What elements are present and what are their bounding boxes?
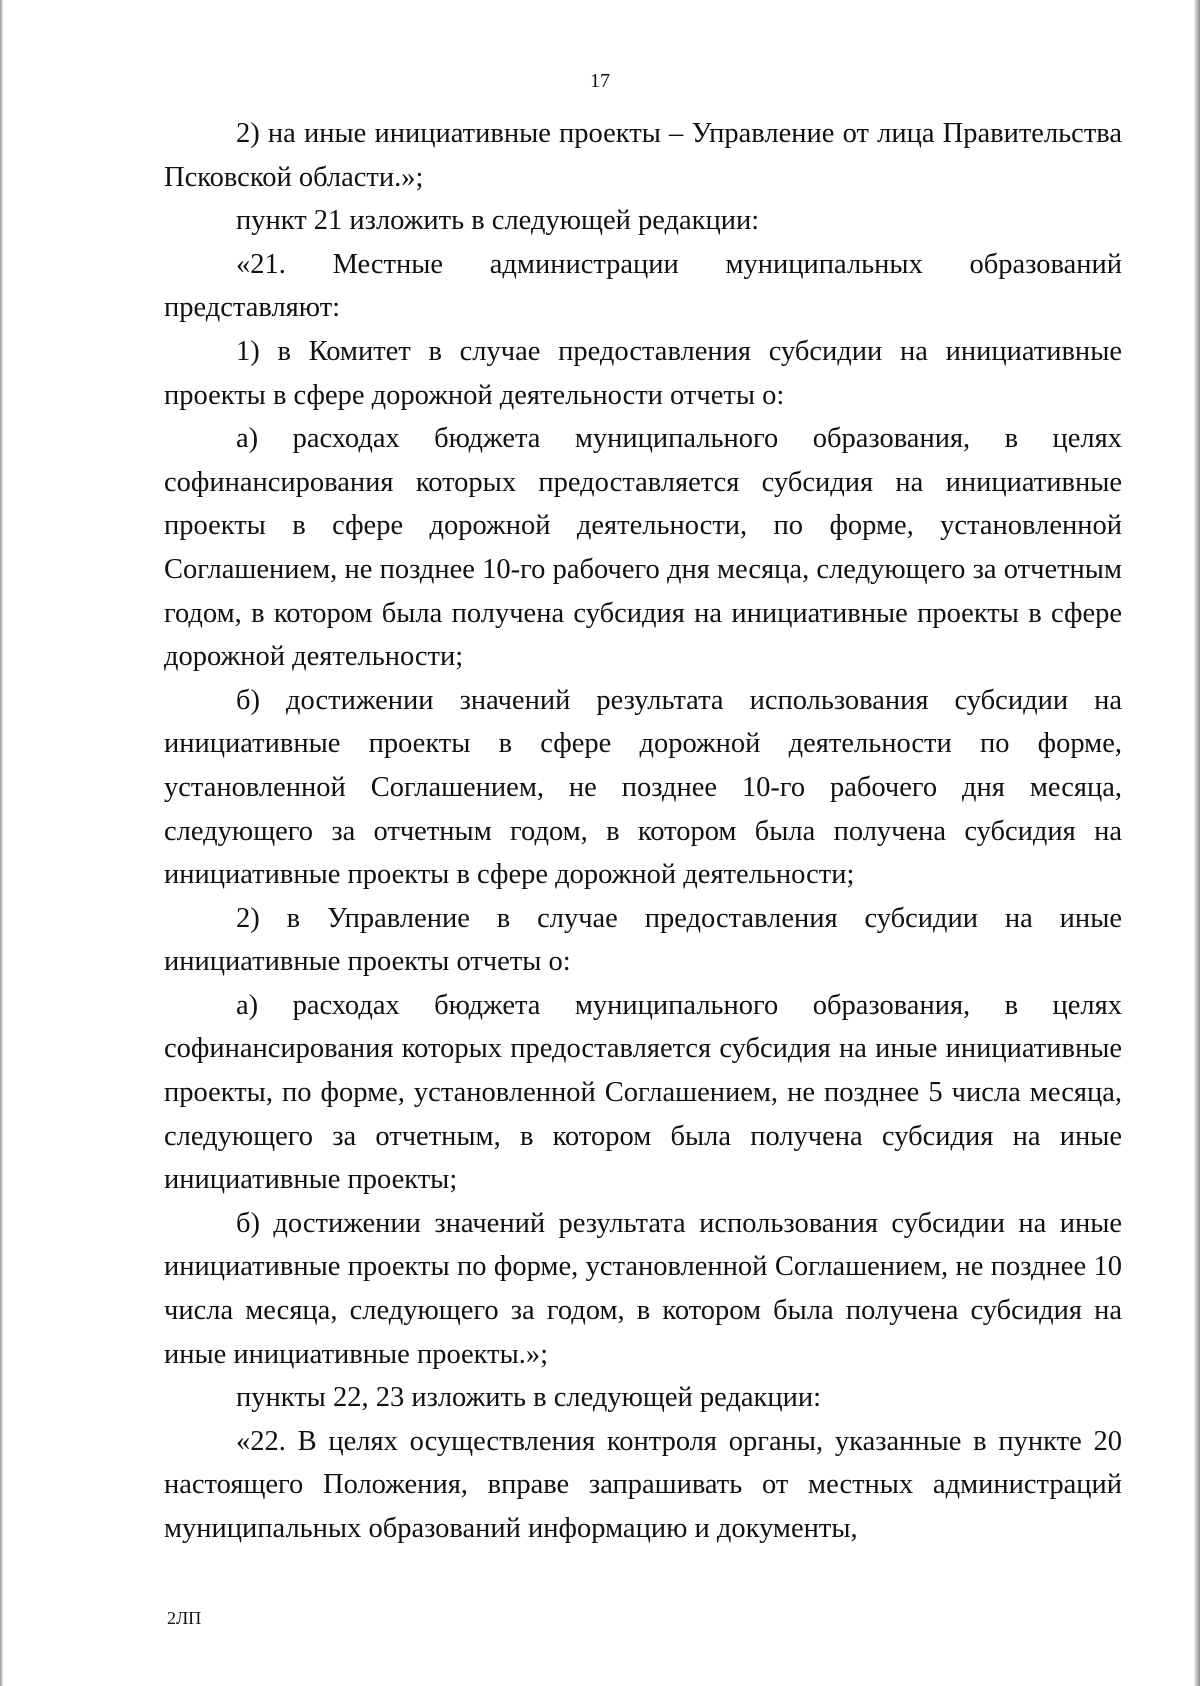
page-number: 17 <box>590 70 610 92</box>
paragraph: 1) в Комитет в случае предоставления субсидии на инициативные проекты в сфере дорожной деятельности отчеты о: <box>164 335 1122 411</box>
paragraph: пункты 22, 23 изложить в следующей редакции: <box>236 1382 822 1414</box>
paragraph: б) достижении значений результата использования субсидии на иные инициативные проекты по форме, установленной Соглашением, не позднее 10 числа месяца, следующего за годом, в котором была получена субсидия на иные инициативные проекты.»; <box>164 1207 1122 1370</box>
scan-edge-right <box>1194 0 1200 1686</box>
paragraph: б) достижении значений результата использования субсидии на инициативные проекты в сфере дорожной деятельности по форме, установленной Соглашением, не позднее 10-го рабочего дня месяца, следующего за отчетным годом, в котором была получена субсидия на инициативные проекты в сфере дорожной деятельности; <box>164 684 1122 891</box>
document-body <box>164 112 1122 1551</box>
paragraph: пункт 21 изложить в следующей редакции: <box>236 205 760 237</box>
paragraph: 2) на иные инициативные проекты – Управление от лица Правительства Псковской области.»; <box>164 118 1122 193</box>
footer-code: 2ЛП <box>167 1608 202 1628</box>
paragraph: «22. В целях осуществления контроля органы, указанные в пункте 20 настоящего Положения, вправе запрашивать от местных администраций муниципальных образований информацию и документы, <box>164 1425 1122 1544</box>
paragraph: а) расходах бюджета муниципального образования, в целях софинансирования которых предоставляется субсидия на иные инициативные проекты, по форме, установленной Соглашением, не позднее 5 числа месяца, следующего за отчетным, в котором была получена субсидия на иные инициативные проекты; <box>164 989 1122 1196</box>
paragraph: а) расходах бюджета муниципального образования, в целях софинансирования которых предоставляется субсидия на инициативные проекты в сфере дорожной деятельности, по форме, установленной Соглашением, не позднее 10-го рабочего дня месяца, следующего за отчетным годом, в котором была получена субсидия на инициативные проекты в сфере дорожной деятельности; <box>164 423 1122 673</box>
paragraph: 2) в Управление в случае предоставления субсидии на иные инициативные проекты отчеты о: <box>164 902 1122 978</box>
paragraph: «21. Местные администрации муниципальных образований представляют: <box>164 248 1122 324</box>
scan-edge-left <box>0 0 3 1686</box>
